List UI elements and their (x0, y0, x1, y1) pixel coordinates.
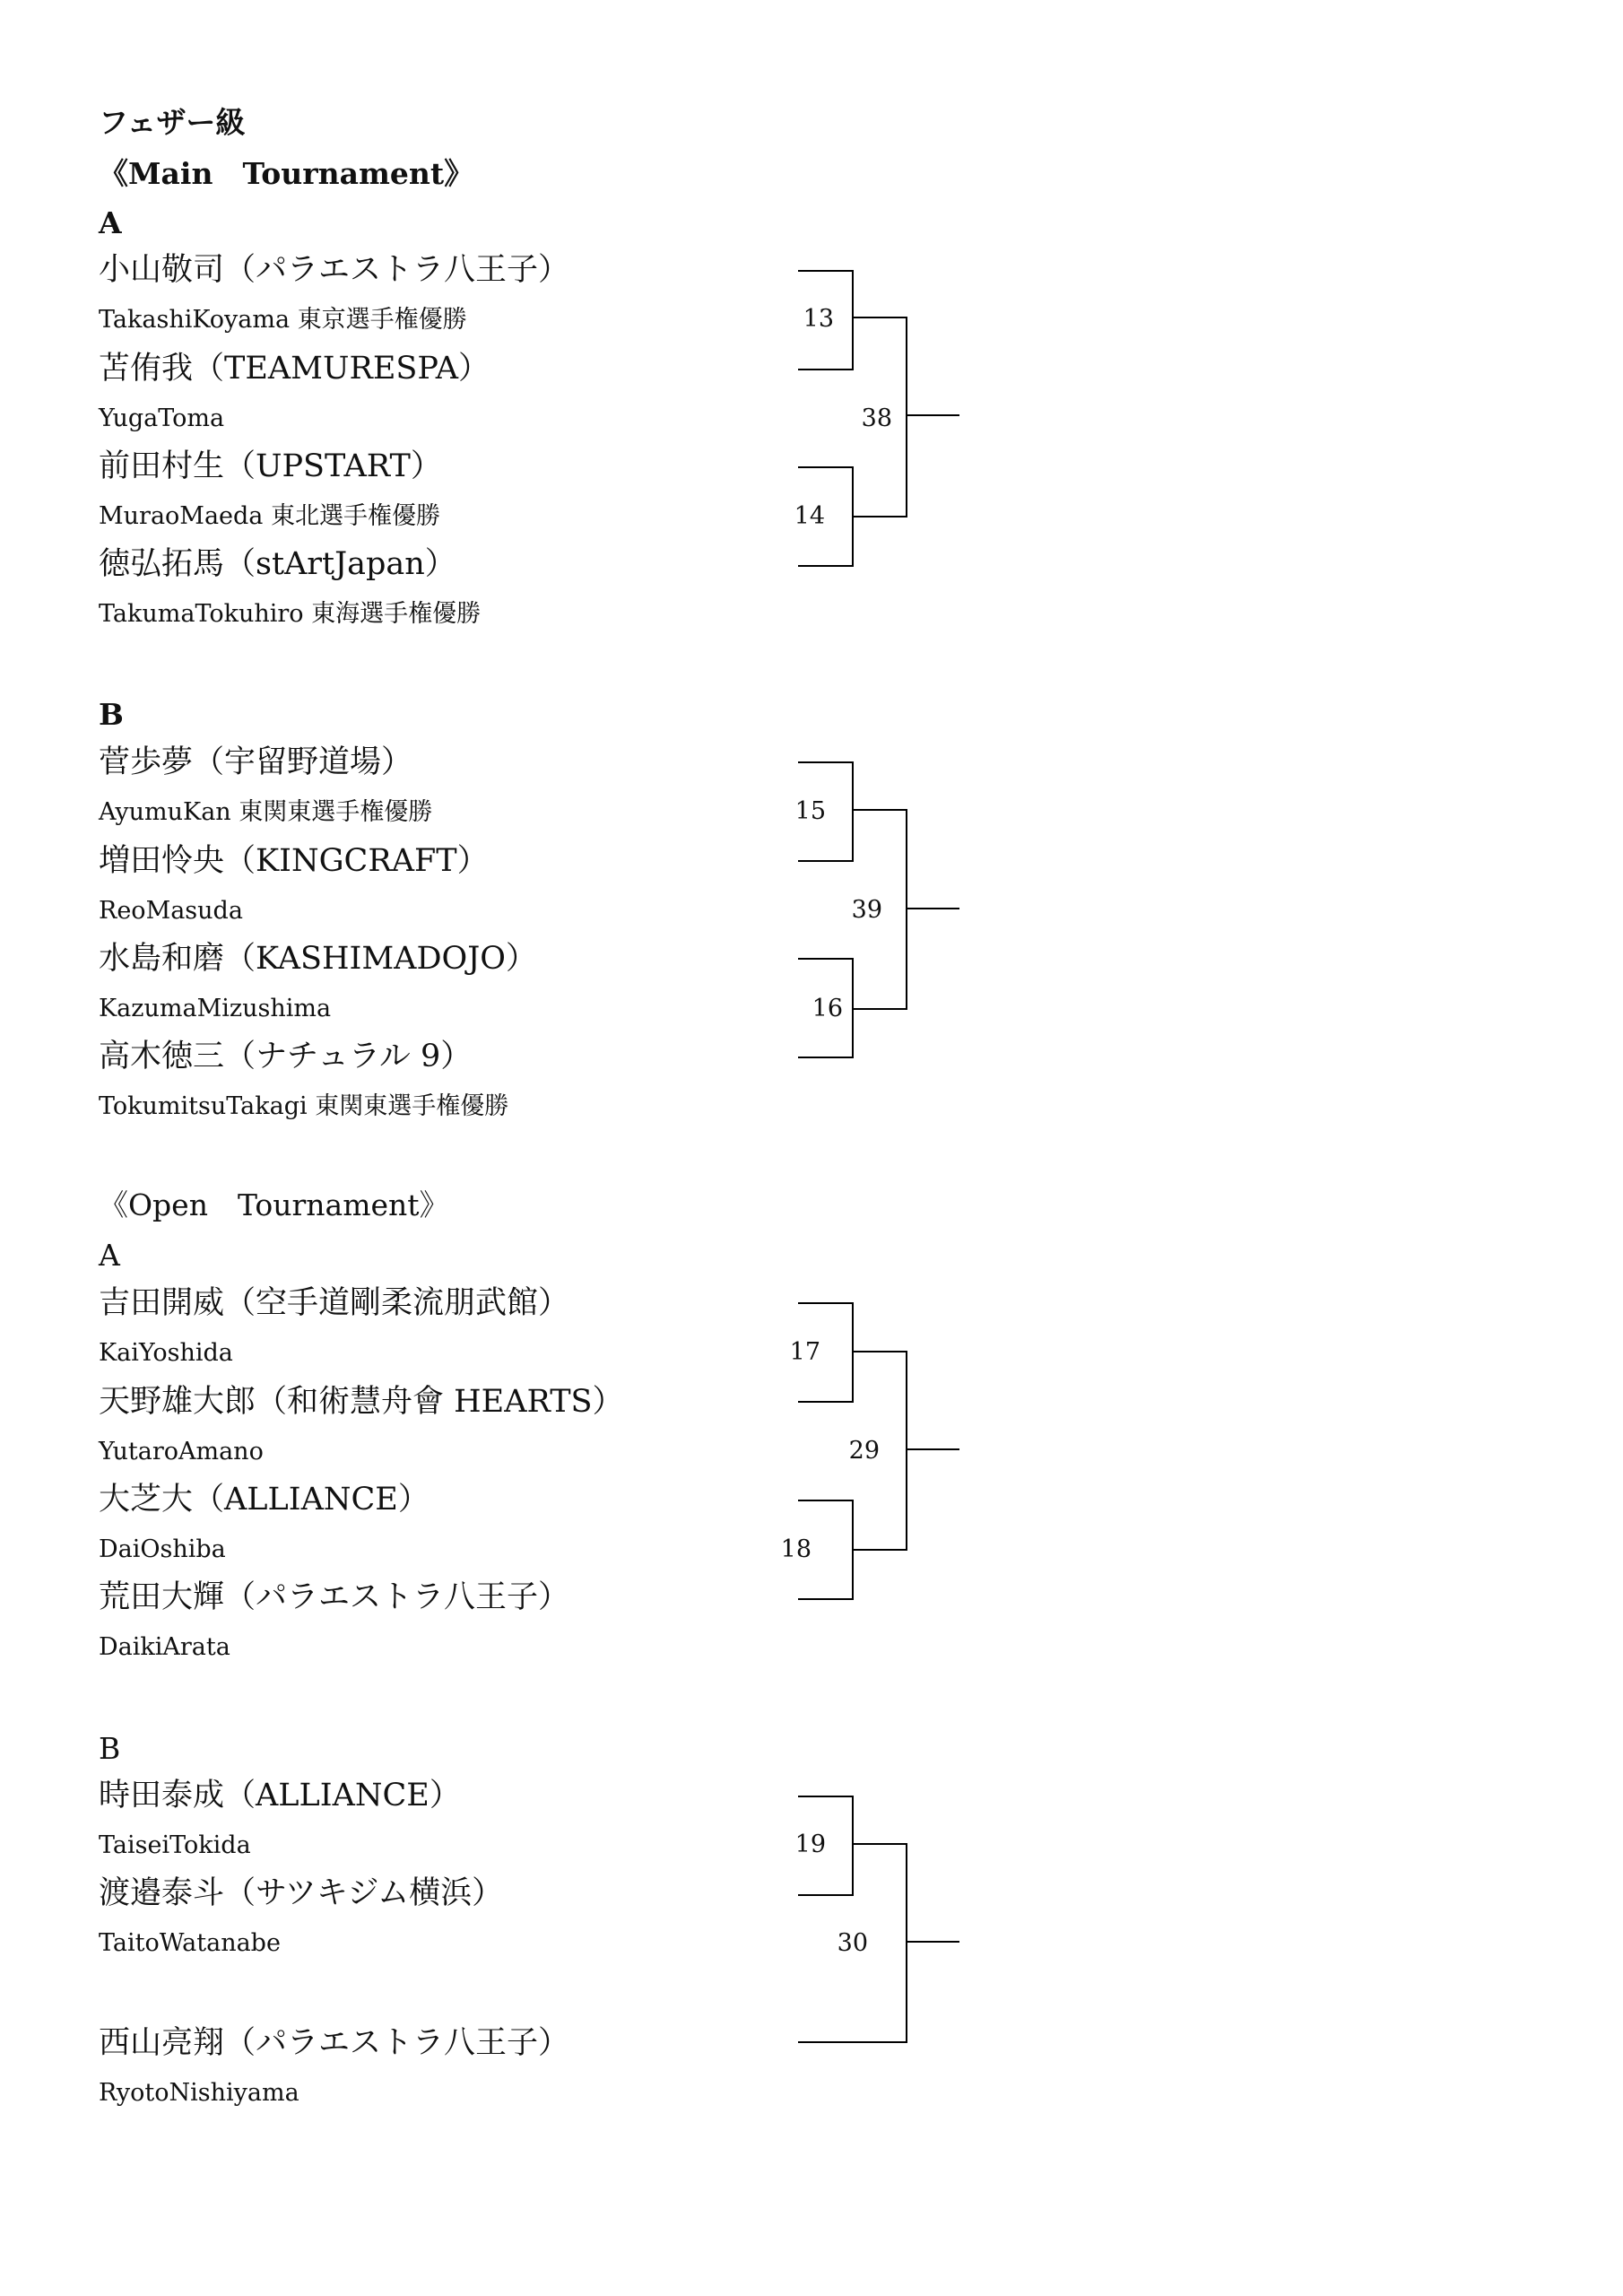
main-a-final-number: 38 (861, 404, 892, 432)
main-a-entry-3-sub: MuraoMaeda 東北選手権優勝 (99, 502, 440, 530)
open-a-entry-3-name: 大芝大（ALLIANCE） (99, 1482, 430, 1518)
open-b-entry-3-sub: RyotoNishiyama (99, 2079, 299, 2107)
open-b-entry-2-name: 渡邉泰斗（サツキジム横浜） (99, 1875, 504, 1911)
main-a-entry-4-sub: TakumaTokuhiro 東海選手権優勝 (99, 600, 482, 628)
main-a-entry-1-sub: TakashiKoyama 東京選手権優勝 (99, 306, 467, 334)
main-b-entry-4-sub: TokumitsuTakagi 東関東選手権優勝 (99, 1092, 509, 1120)
open-b-final-number: 30 (837, 1929, 868, 1957)
main-b-entry-3-name: 水島和磨（KASHIMADOJO） (99, 941, 537, 977)
open-a-match-1-number: 17 (789, 1338, 820, 1366)
open-b-match-1-number: 19 (794, 1831, 826, 1858)
division-title: フェザー級 (99, 105, 246, 140)
open-b-entry-2-sub: TaitoWatanabe (99, 1929, 281, 1957)
main-b-final-number: 39 (851, 896, 882, 924)
main-block-a-label: A (99, 205, 122, 240)
open-tournament-heading: 《Open Tournament》 (99, 1187, 449, 1222)
open-block-b-label: B (99, 1731, 121, 1766)
main-a-entry-4-name: 徳弘拓馬（stArtJapan） (99, 546, 456, 582)
main-b-entry-2-name: 増田怜央（KINGCRAFT） (99, 843, 489, 879)
open-b-entry-1-name: 時田泰成（ALLIANCE） (99, 1778, 461, 1813)
main-a-entry-1-name: 小山敬司（パラエストラ八王子） (99, 252, 570, 288)
main-a-entry-2-name: 苫侑我（TEAMURESPA） (99, 351, 490, 387)
main-a-match-1-number: 13 (803, 305, 834, 333)
main-tournament-heading: 《Main Tournament》 (99, 156, 474, 191)
open-a-final-number: 29 (848, 1437, 880, 1465)
main-b-match-1-number: 15 (794, 797, 826, 825)
open-a-entry-4-name: 荒田大輝（パラエストラ八王子） (99, 1579, 570, 1615)
main-b-entry-4-name: 高木徳三（ナチュラル 9） (99, 1039, 473, 1074)
open-b-entry-1-sub: TaiseiTokida (99, 1831, 251, 1859)
main-b-match-2-number: 16 (812, 995, 843, 1022)
open-b-entry-3-name: 西山亮翔（パラエストラ八王子） (99, 2025, 570, 2061)
open-a-entry-3-sub: DaiOshiba (99, 1535, 226, 1563)
main-b-entry-1-sub: AyumuKan 東関東選手権優勝 (99, 798, 433, 826)
main-a-entry-2-sub: YugaToma (99, 404, 225, 432)
open-a-entry-4-sub: DaikiArata (99, 1633, 230, 1661)
open-a-entry-2-sub: YutaroAmano (99, 1438, 264, 1465)
main-b-entry-1-name: 菅歩夢（宇留野道場） (99, 744, 413, 780)
open-block-a-label: A (99, 1238, 120, 1273)
main-a-entry-3-name: 前田村生（UPSTART） (99, 448, 442, 484)
open-a-entry-1-name: 吉田開威（空手道剛柔流朋武館） (99, 1285, 570, 1321)
main-b-entry-3-sub: KazumaMizushima (99, 995, 332, 1022)
open-a-match-2-number: 18 (780, 1535, 812, 1563)
main-block-b-label: B (99, 697, 124, 732)
main-a-match-2-number: 14 (794, 502, 825, 530)
open-a-entry-2-name: 天野雄大郎（和術慧舟會 HEARTS） (99, 1384, 624, 1420)
main-b-entry-2-sub: ReoMasuda (99, 897, 243, 925)
open-a-entry-1-sub: KaiYoshida (99, 1339, 233, 1367)
